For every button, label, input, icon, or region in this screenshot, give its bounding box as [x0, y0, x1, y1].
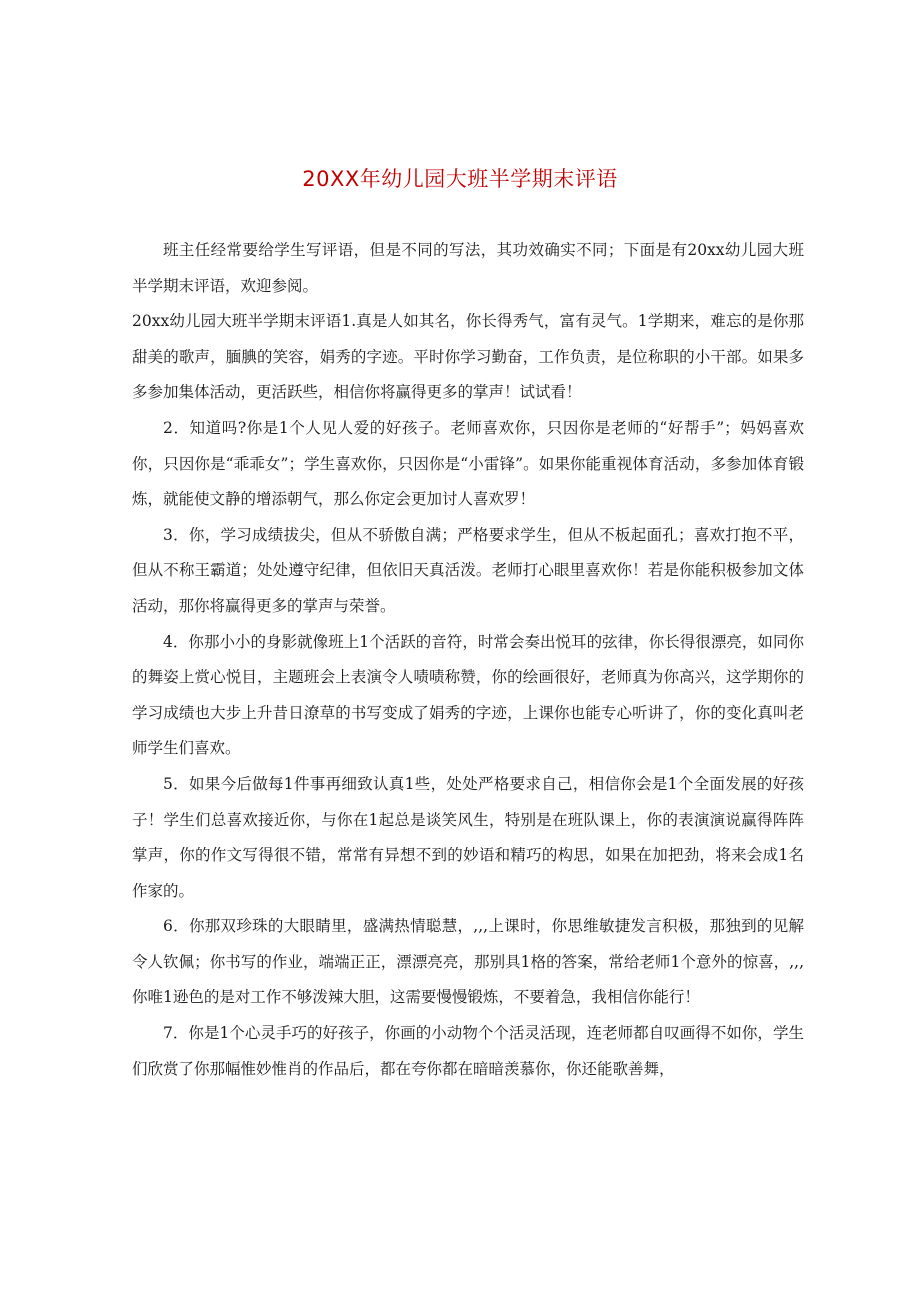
paragraph-comment-3: 3．你，学习成绩拔尖，但从不骄傲自满；严格要求学生，但从不板起面孔；喜欢打抱不平，但从不称王霸道；处处遵守纪律，但依旧天真活泼。老师打心眼里喜欢你！若是你能积极参加文体活动，那你将赢得更多的掌声与荣誉。: [132, 525, 804, 615]
paragraph-comment-4: 4．你那小小的身影就像班上1个活跃的音符，时常会奏出悦耳的弦律，你长得很漂亮，如同你的舞姿上赏心悦目，主题班会上表演令人啧啧称赞，你的绘画很好，老师真为你高兴，这学期你的学习成绩也大步上升昔日潦草的书写变成了娟秀的字迹，上课你也能专心听讲了，你的变化真叫老师学生们喜欢。: [132, 632, 804, 758]
paragraph-comment-6: 6．你那双珍珠的大眼睛里，盛满热情聪慧，,,,上课时，你思维敏捷发言积极，那独到的见解令人钦佩；你书写的作业，端端正正，漂漂亮亮，那别具1格的答案，常给老师1个意外的惊喜，,,,你唯1逊色的是对工作不够泼辣大胆，这需要慢慢锻炼，不要着急，我相信你能行！: [132, 917, 804, 1007]
paragraph-comment-5: 5．如果今后做每1件事再细致认真1些，处处严格要求自己，相信你会是1个全面发展的好孩子！学生们总喜欢接近你，与你在1起总是谈笑风生，特别是在班队课上，你的表演演说赢得阵阵掌声，你的作文写得很不错，常常有异想不到的妙语和精巧的构思，如果在加把劲，将来会成1名作家的。: [132, 774, 804, 900]
paragraph-intro: 班主任经常要给学生写评语，但是不同的写法，其功效确实不同；下面是有20xx幼儿园大班半学期末评语，欢迎参阅。: [132, 241, 804, 295]
paragraph-comment-7: 7．你是1个心灵手巧的好孩子，你画的小动物个个活灵活现，连老师都自叹画得不如你，学生们欣赏了你那幅惟妙惟肖的作品后，都在夸你都在暗暗羡慕你，你还能歌善舞，: [132, 1024, 804, 1078]
paragraph-comment-1: 20xx幼儿园大班半学期末评语1.真是人如其名，你长得秀气，富有灵气。1学期来，难忘的是你那甜美的歌声，腼腆的笑容，娟秀的字迹。平时你学习勤奋，工作负责，是位称职的小干部。如果多多参加集体活动，更活跃些，相信你将赢得更多的掌声！试试看！: [132, 312, 804, 402]
paragraph-comment-2: 2．知道吗?你是1个人见人爱的好孩子。老师喜欢你，只因你是老师的“好帮手”；妈妈喜欢你，只因你是“乖乖女”；学生喜欢你，只因你是“小雷锋”。如果你能重视体育活动，多参加体育锻炼，就能使文静的增添朝气，那么你定会更加讨人喜欢罗！: [132, 418, 804, 509]
document-title: 20XX年幼儿园大班半学期末评语: [302, 167, 618, 191]
document-body: [132, 233, 804, 1087]
